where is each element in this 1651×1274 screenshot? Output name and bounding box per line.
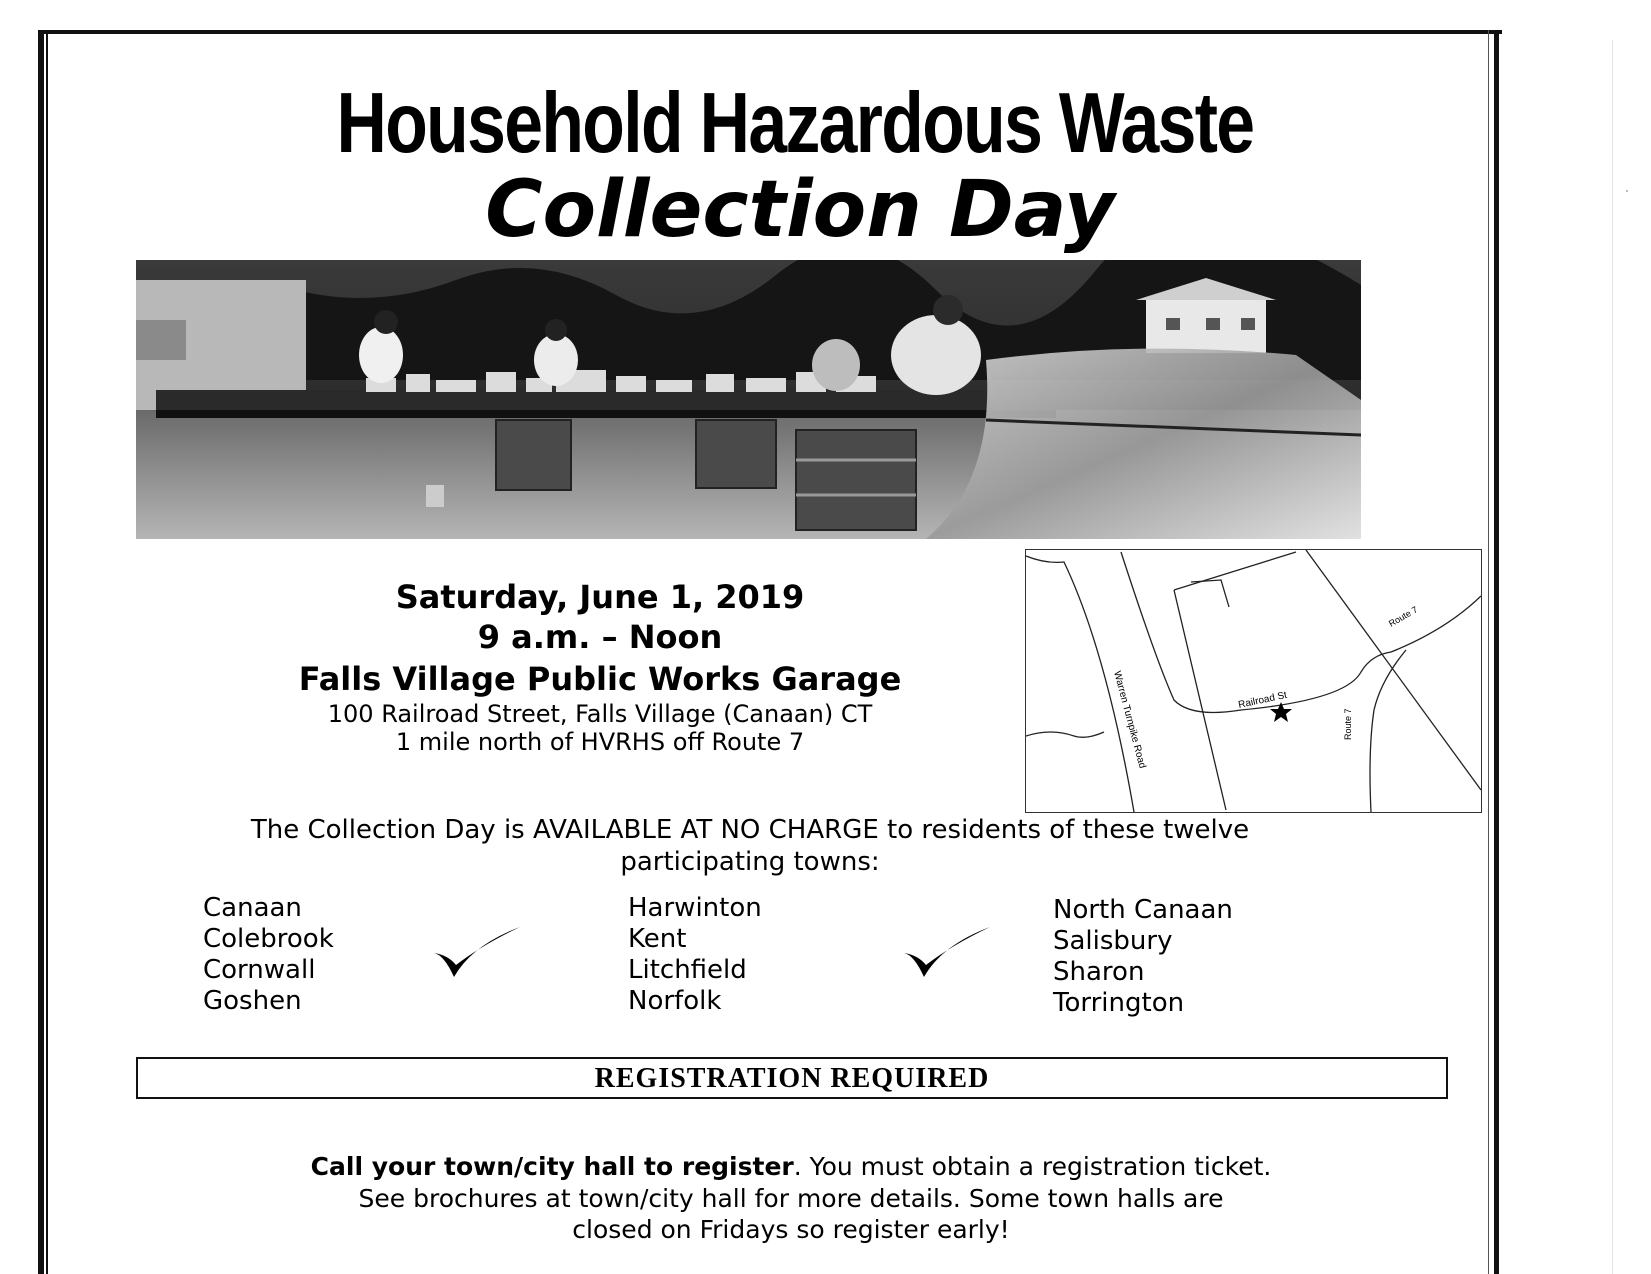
town-item: Harwinton	[628, 893, 762, 923]
map-label-railroad-st: Railroad St	[1237, 689, 1289, 711]
town-list-column-2	[628, 893, 762, 1017]
town-list-column-3	[1053, 895, 1233, 1019]
location-map	[1025, 549, 1482, 813]
call-instructions-rest: . You must obtain a registration ticket.	[793, 1152, 1272, 1181]
town-item: North Canaan	[1053, 895, 1233, 925]
town-item: Salisbury	[1053, 926, 1173, 956]
page-border-top	[38, 30, 1502, 34]
call-instructions-line-3: closed on Fridays so register early!	[572, 1215, 1010, 1244]
availability-line-2: participating towns:	[620, 847, 880, 877]
event-address: 100 Railroad Street, Falls Village (Canaan) CT	[327, 700, 873, 728]
scan-artifact-dot	[1626, 190, 1628, 192]
town-item: Norfolk	[628, 986, 722, 1016]
town-item: Cornwall	[203, 955, 316, 985]
page-border-left-inner	[46, 30, 48, 1274]
registration-banner	[136, 1057, 1448, 1099]
checkmark-icon	[432, 925, 522, 981]
town-item: Canaan	[203, 893, 302, 923]
event-directions: 1 mile north of HVRHS off Route 7	[395, 728, 805, 756]
registration-banner-text: REGISTRATION REQUIRED	[594, 1063, 990, 1094]
collection-day-photo	[136, 260, 1361, 539]
town-item: Kent	[628, 924, 687, 954]
page-border-right-inner	[1488, 30, 1489, 1274]
map-label-warren-turnpike: Warren Turnpike Road	[1111, 669, 1148, 770]
town-item: Colebrook	[203, 924, 334, 954]
page-border-right	[1494, 30, 1499, 1274]
town-item: Goshen	[203, 986, 302, 1016]
town-item: Sharon	[1053, 957, 1145, 987]
town-item: Torrington	[1053, 988, 1185, 1018]
availability-line-1: The Collection Day is AVAILABLE AT NO CHARGE to residents of these twelve	[250, 815, 1250, 845]
scan-artifact-line	[1612, 40, 1613, 1274]
map-label-route7-lower: Route 7	[1343, 708, 1353, 740]
call-instructions-line-1	[60, 1152, 1522, 1181]
page-border-left	[38, 30, 44, 1274]
checkmark-icon	[902, 925, 992, 981]
map-label-route7-right: Route 7	[1387, 604, 1420, 629]
call-instructions-bold: Call your town/city hall to register	[310, 1152, 794, 1181]
flyer-title-line1: Household Hazardous Waste	[336, 76, 1254, 171]
town-item: Litchfield	[628, 955, 747, 985]
call-instructions-line-2: See brochures at town/city hall for more details. Some town halls are	[358, 1184, 1224, 1213]
event-venue: Falls Village Public Works Garage	[298, 660, 902, 698]
event-date: Saturday, June 1, 2019	[395, 578, 805, 616]
event-time: 9 a.m. – Noon	[477, 618, 723, 656]
star-icon	[1270, 702, 1292, 722]
flyer-title-line2: Collection Day	[485, 165, 1115, 255]
town-list-column-1	[203, 893, 334, 1017]
